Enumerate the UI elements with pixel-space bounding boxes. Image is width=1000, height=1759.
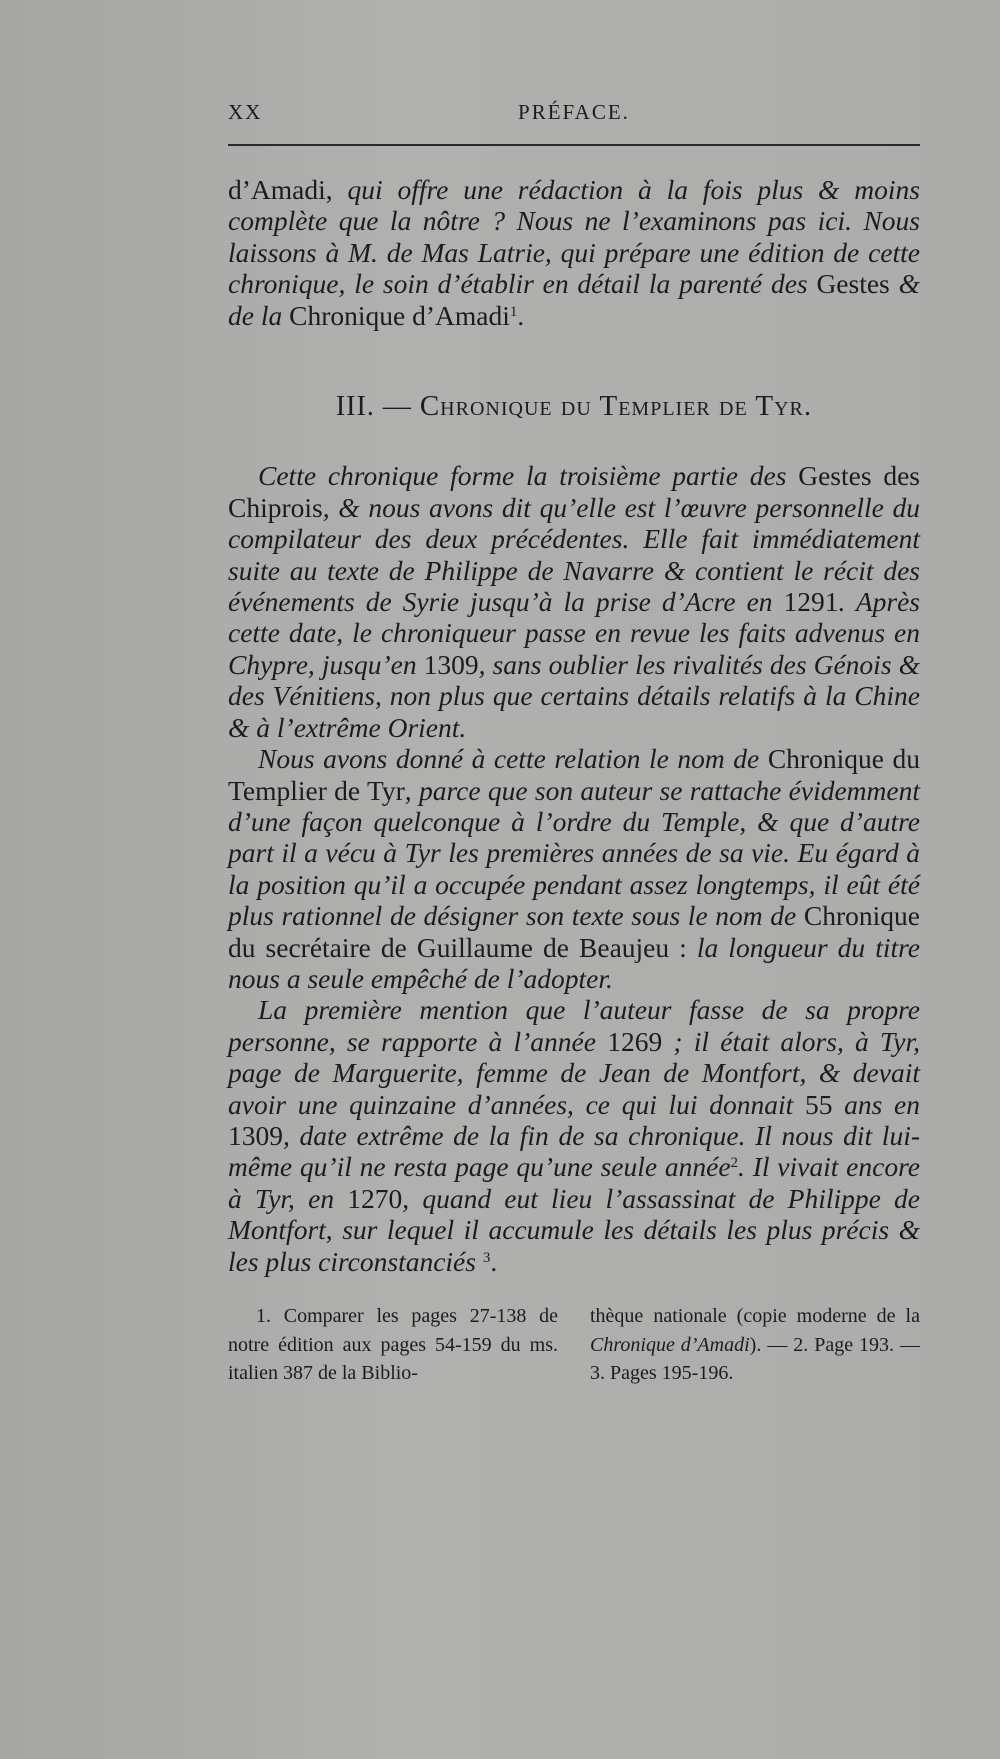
body-text [228,174,920,1277]
running-head [228,100,920,134]
page-number: XX [228,100,263,124]
running-title: PRÉFACE. [518,100,630,124]
paragraph-4: La première mention que l’auteur fasse de sa propre personne, se rapporte à l’année 1269 ; il était alors, à Tyr, page de Marguerite, femme de Jean de Montfort, & devait avoir une quinzaine d’années, ce qui lui donnait 55 ans en 1309, date extrême de la fin de sa chronique. Il nous dit lui-même qu’il ne resta page qu’une seule année$^2$. Il vivait encore à Tyr, en 1270, quand eut lieu l’assassinat de Philippe de Montfort, sur lequel il accumule les détails les plus précis & les plus circonstanciés $^3$. [228,994,920,1277]
section-heading-title: Chronique du Templier de Tyr. [419,390,813,423]
footnote-column-right: thèque nationale (copie moderne de la Chronique d’Amadi). — 2. Page 193. — 3. Pages 195-196. [590,1305,920,1384]
section-heading: III. — Chronique du Templier de Tyr. [335,390,813,423]
footnote-column-left: 1. Comparer les pages 27-138 de notre édition aux pages 54-159 du ms. italien 387 de la Biblio- [228,1305,558,1384]
paragraph-1: d’Amadi, qui offre une rédaction à la fois plus & moins complète que la nôtre ? Nous ne l’examinons pas ici. Nous laissons à M. de Mas Latrie, qui prépare une édition de cette chronique, le soin d’établir en détail la parenté des Gestes & de la Chronique d’Amadi$^1$. [228,174,920,331]
footnote-ref-3: 3 [482,1249,491,1266]
footnote-ref-2: 2 [730,1155,739,1172]
paragraph-2: Cette chronique forme la troisième partie des Gestes des Chiprois, & nous avons dit qu’elle est l’œuvre personnelle du compilateur des deux précédentes. Elle fait immédiatement suite au texte de Philippe de Navarre & contient le récit des événements de Syrie jusqu’à la prise d’Acre en 1291. Après cette date, le chroniqueur passe en revue les faits advenus en Chypre, jusqu’en 1309, sans oublier les rivalités des Génois & des Vénitiens, non plus que certains détails relatifs à la Chine & à l’extrême Orient. [228,460,920,743]
header-rule [228,144,920,146]
paragraph-3: Nous avons donné à cette relation le nom de Chronique du Templier de Tyr, parce que son auteur se rattache évidemment d’une façon quelconque à l’ordre du Temple, & que d’autre part il a vécu à Tyr les premières années de sa vie. Eu égard à la position qu’il a occupée pendant assez longtemps, il eût été plus rationnel de désigner son texte sous le nom de Chronique du secrétaire de Guillaume de Beaujeu : la longueur du titre nous a seule empêché de l’adopter. [228,743,921,994]
footnote-ref-1: 1 [509,303,518,320]
